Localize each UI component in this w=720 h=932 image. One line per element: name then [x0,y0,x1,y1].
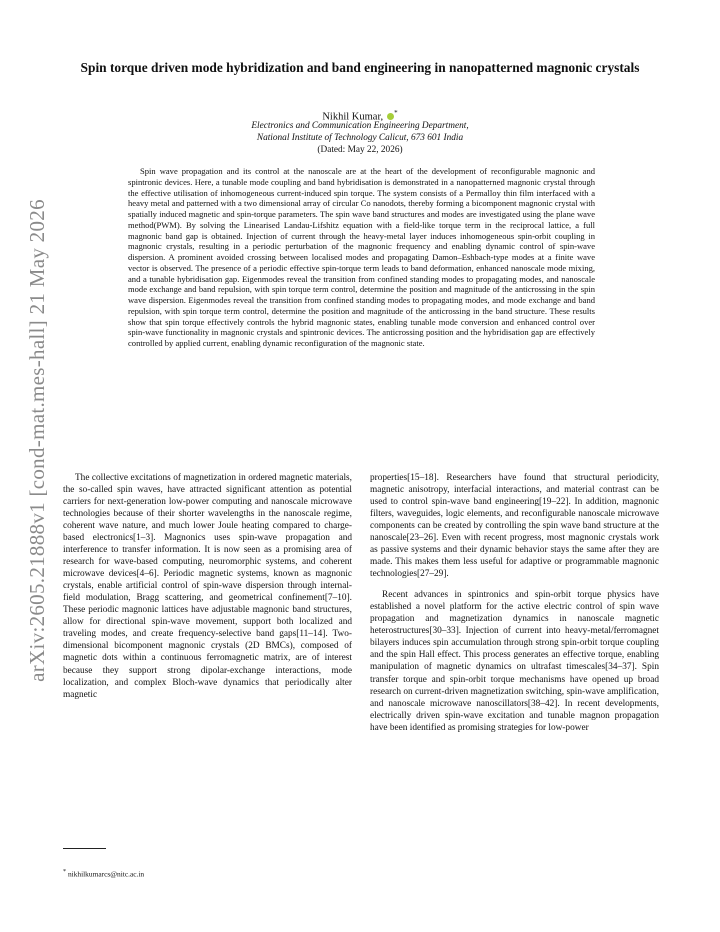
affiliation [80,121,640,144]
intro-paragraph-2: properties[15–18]. Researchers have found that structural periodicity, magnetic anisotropy, interfacial interactions, and material contrast can be used to control spin-wave band engineering[19–22]. In addition, magnonic filters, waveguides, logic elements, and reconfigurable nanoscale microwave components can be created by controlling the spin wave band structure at the nanoscale[23–26]. Even with recent progress, most magnonic crystals work as passive systems and their dynamic behavior stays the same after they are made. This makes them less useful for adaptive or programmable magnonic technologies[27–29]. [370,473,659,580]
intro-paragraph-3: Recent advances in spintronics and spin-orbit torque physics have established a novel platform for the active electric control of spin wave propagation and magnetization dynamics in nanoscale magnetic heterostructures[30–33]. Injection of current into heavy-metal/ferromagnet bilayers induces spin accumulation through strong spin-orbit torque coupling and the spin Hall effect. This process generates an effective torque, enabling manipulation of magnetic dynamics on ultrafast timescales[34–37]. Spin transfer torque and spin-orbit torque mechanisms have opened up broad research on current-driven magnetization switching, spin-wave amplification, and nanoscale microwave nanoscillators[38–42]. In recent developments, electrically driven spin-wave excitation and tunable magnon propagation have been identified as promising strategies for low-power [370,590,659,733]
abstract: Spin wave propagation and its control at the nanoscale are at the heart of the development of reconfigurable magnonic and spintronic devices. Here, a tunable mode coupling and band hybridisation is demonstrated in a nanopatterned magnonic crystal through the effective utilisation of inhomogeneous current-induced spin torque. The system consists of a Permalloy thin film interfaced with a heavy metal and patterned with a two dimensional array of circular Co nanodots, thereby forming a bicomponent magnonic crystal with spatially induced magnetic and spin-torque parameters. The spin wave band structures and modes are investigated using the plane wave method(PWM). By solving the Linearised Landau-Lifshitz equation with a field-like torque term in the reciprocal lattice, a full magnonic band gap is obtained. Injection of current through the heavy-metal layer induces inhomogeneous spin-orbit coupling in magnonic crystals, resulting in a periodic perturbation of the magnonic frequency and enabling dynamic control of spin-wave dispersion. A prominent avoided crossing between localised modes and propagating Damon–Eshbach-type modes at a finite wave vector is observed. The presence of a periodic effective spin-torque term leads to band deformation, enhanced nanoscale mode mixing, and a tunable hybridisation gap. Eigenmodes reveal the transition from confined standing modes to propagating modes, and nanoscale mode exchange and band repulsion, with spin torque term control, determine the position and magnitude of the anticrossing in the spin wave dispersion. Eigenmodes reveal the transition from confined standing modes to propagating modes, and mode exchange and band repulsion, with spin torque term control, determine the position and magnitude of the anticrossing in the band structure. These results show that spin torque effectively controls the hybrid magnonic states, enabling tunable mode conversion and enhanced control over spin-wave functionality in magnonic crystals and spintronic devices. The anticrossing position and the hybridisation gap are effectively controlled by applied current, enabling dynamic reconfiguration of the magnonic state. [128,166,595,348]
arxiv-identifier-text: arXiv:2605.21888v1 [cond-mat.mes-hall] 21 May 2026 [24,198,49,682]
affiliation-line-2: National Institute of Technology Calicut, 673 601 India [256,132,464,143]
footnote [63,868,352,878]
footnote-mark: * [63,869,67,875]
right-column [370,472,659,734]
intro-paragraph-1: The collective excitations of magnetization in ordered magnetic materials, the so-called spin waves, have attracted significant attention as potential carriers for next-generation low-power computing and nanoscale microwave technologies because of their shorter wavelengths in the nanoscale regime, coherent wave nature, and much lower Joule heating compared to charge-based electronics[1–3]. Magnonics uses spin-wave propagation and interference to transfer information. It is now seen as a promising area of research for wave-based computing, neuromorphic systems, and coherent microwave devices[4–6]. Periodic magnetic systems, known as magnonic crystals, enable artificial control of spin-wave dispersion through internal-field modulation, Bragg scattering, and geometrical confinement[7–10]. These periodic magnonic lattices have adjustable magnonic band structures, allow for directional spin-wave movement, support both localized and traveling modes, and create frequency-selective band gaps[11–14]. Two-dimensional bicomponent magnonic crystals (2D BMCs), composed of magnetic dots within a continuous ferromagnetic matrix, are of interest because they support strong dipolar-exchange interactions, mode localization, and complex Bloch-wave dynamics that periodically alter magnetic [63,473,352,700]
arxiv-identifier [24,200,50,680]
author-footnote-mark: * [394,109,398,117]
dated-line: (Dated: May 22, 2026) [317,145,403,155]
left-column [63,472,352,701]
author-name: Nikhil Kumar, [322,111,384,123]
affiliation-line-1: Electronics and Communication Engineering Department, [251,121,469,131]
paper-title: Spin torque driven mode hybridization and band engineering in nanopatterned magnonic crystals [80,60,640,75]
footnote-email[interactable]: nikhilkumarcs@nitc.ac.in [67,869,145,879]
footnote-divider [63,848,106,849]
